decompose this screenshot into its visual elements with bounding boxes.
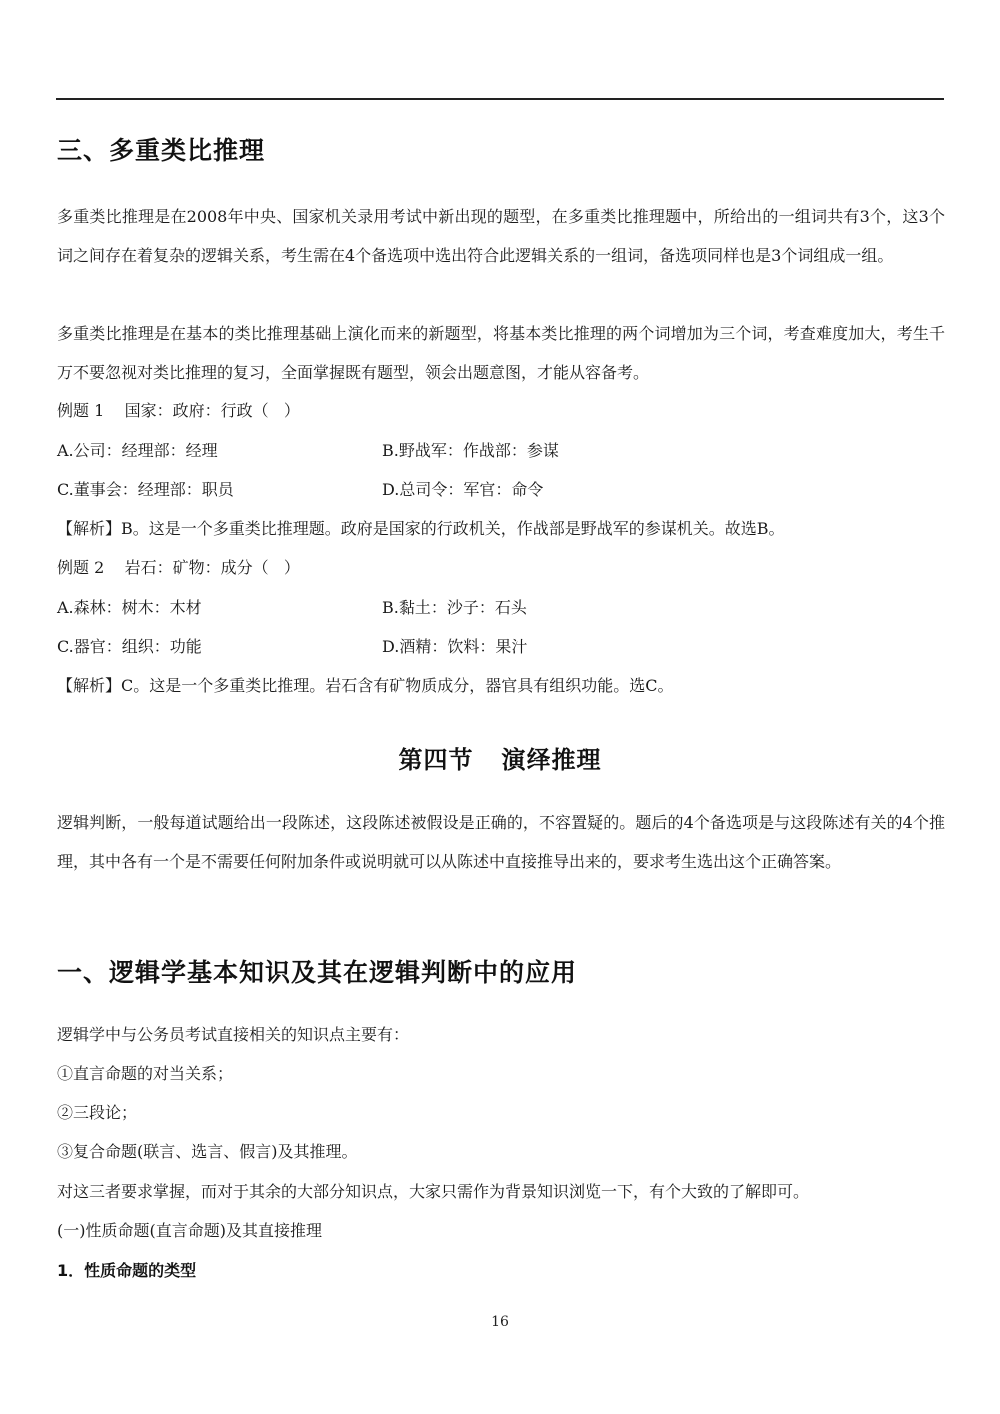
logic-item-3: ③复合命题(联言、选言、假言)及其推理。 xyxy=(57,1142,358,1161)
logic-lead: 逻辑学中与公务员考试直接相关的知识点主要有： xyxy=(57,1025,410,1044)
example2-option-a: A.森林：树木：木材 xyxy=(57,598,202,617)
example1-option-c: C.董事会：经理部：职员 xyxy=(57,480,234,499)
paragraph-deductive-intro: 逻辑判断，一般每道试题给出一段陈述，这段陈述被假设是正确的，不容置疑的。题后的4个备选项是与这段陈述有关的4个推理，其中各有一个是不需要任何附加条件或说明就可以从陈述中直接推导出来的，要求考生选出这个正确答案。 xyxy=(57,813,945,871)
logic-item-1: ①直言命题的对当关系； xyxy=(57,1064,234,1083)
header-rule xyxy=(56,98,944,100)
page-number: 16 xyxy=(491,1314,509,1330)
example1-analysis: 【解析】B。这是一个多重类比推理题。政府是国家的行政机关，作战部是野战军的参谋机关。故选B。 xyxy=(57,519,785,538)
chapter-title-deductive-reasoning: 第四节 演绎推理 xyxy=(398,746,602,774)
example1-question: 例题 1 国家：政府：行政（ ） xyxy=(57,401,300,420)
example2-question: 例题 2 岩石：矿物：成分（ ） xyxy=(57,558,300,577)
example1-option-d: D.总司令：军官：命令 xyxy=(382,480,544,499)
example2-option-c: C.器官：组织：功能 xyxy=(57,637,202,656)
example2-analysis: 【解析】C。这是一个多重类比推理。岩石含有矿物质成分，器官具有组织功能。选C。 xyxy=(57,676,674,695)
example1-option-a: A.公司：经理部：经理 xyxy=(57,441,218,460)
paragraph-intro-2: 多重类比推理是在基本的类比推理基础上演化而来的新题型，将基本类比推理的两个词增加为三个词，考查难度加大，考生千万不要忽视对类比推理的复习，全面掌握既有题型，领会出题意图，才能从容备考。 xyxy=(57,324,945,382)
section-heading-multiple-analogy: 三、多重类比推理 xyxy=(57,136,266,165)
logic-note: 对这三者要求掌握，而对于其余的大部分知识点，大家只需作为背景知识浏览一下，有个大致的了解即可。 xyxy=(57,1182,810,1201)
section-heading-logic-basics: 一、逻辑学基本知识及其在逻辑判断中的应用 xyxy=(57,958,578,987)
logic-point-1-heading: 1．性质命题的类型 xyxy=(57,1261,197,1280)
logic-subheading: (一)性质命题(直言命题)及其直接推理 xyxy=(57,1221,322,1240)
logic-item-2: ②三段论； xyxy=(57,1103,138,1122)
paragraph-intro-1: 多重类比推理是在2008年中央、国家机关录用考试中新出现的题型，在多重类比推理题中，所给出的一组词共有3个，这3个词之间存在着复杂的逻辑关系，考生需在4个备选项中选出符合此逻辑关系的一组词，备选项同样也是3个词组成一组。 xyxy=(57,207,945,265)
example1-option-b: B.野战军：作战部：参谋 xyxy=(382,441,559,460)
example2-option-d: D.酒精：饮料：果汁 xyxy=(382,637,528,656)
example2-option-b: B.黏土：沙子：石头 xyxy=(382,598,527,617)
